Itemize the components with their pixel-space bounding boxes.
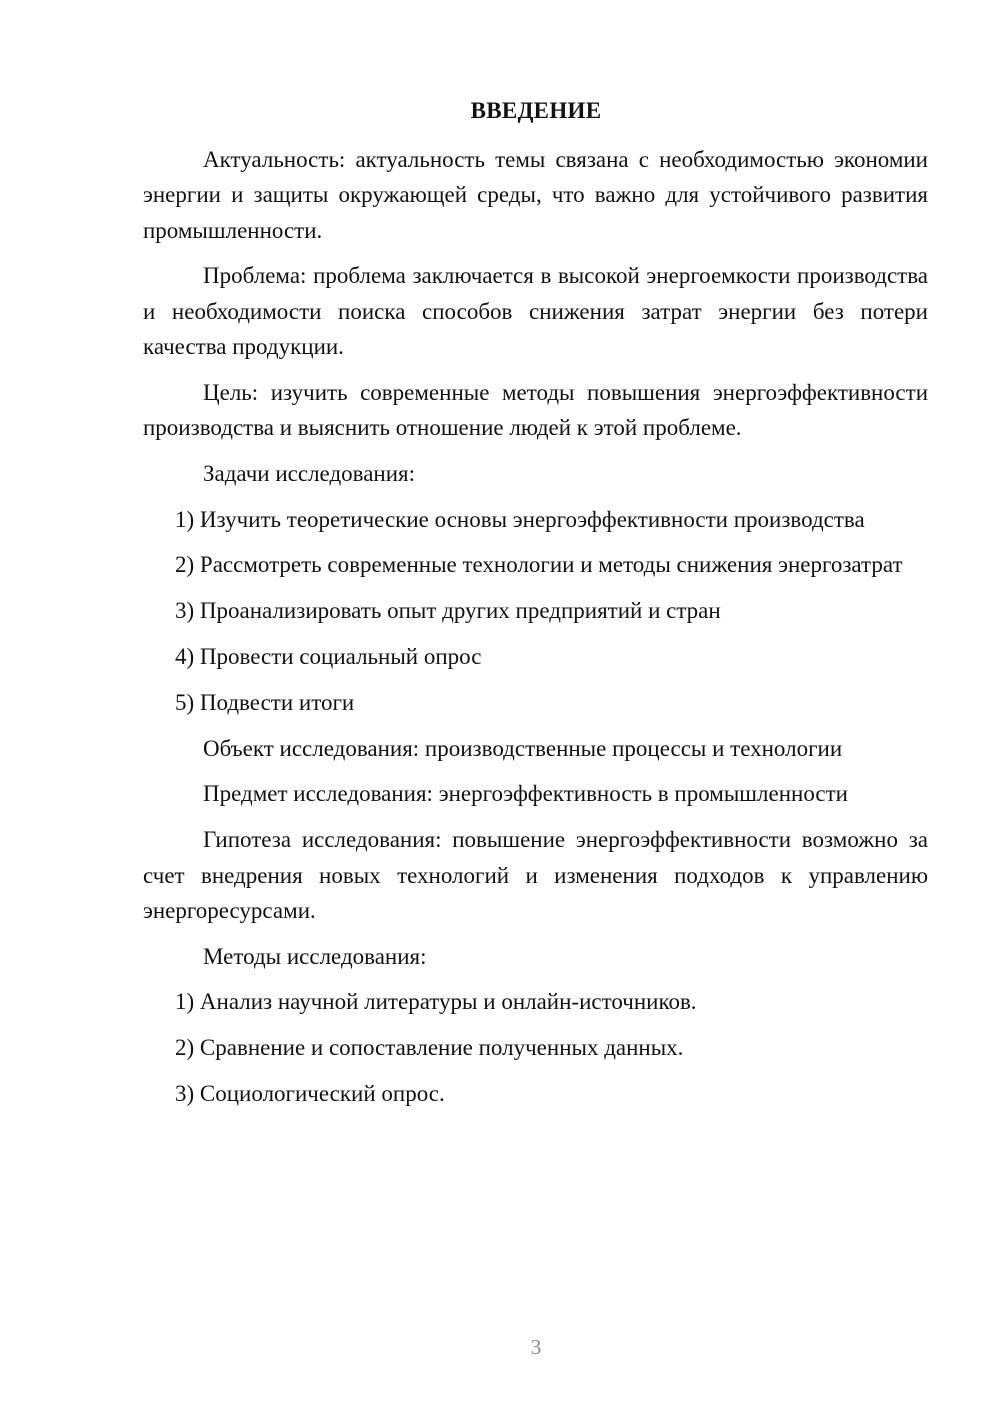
list-item-method-3: 3) Социологический опрос. <box>175 1081 445 1107</box>
page-number: 3 <box>530 1335 542 1359</box>
paragraph-relevance: Актуальность: актуальность темы связана с необходимостью экономии энергии и защиты окружающей среды, что важно для устойчивого развития промышленности. <box>143 147 928 243</box>
paragraph-tasks-heading: Задачи исследования: <box>203 460 416 486</box>
list-item-task-5: 5) Подвести итоги <box>175 689 355 715</box>
list-item-task-4: 4) Провести социальный опрос <box>175 644 482 670</box>
list-item-method-1: 1) Анализ научной литературы и онлайн-источников. <box>175 989 697 1015</box>
body-text <box>143 142 928 1122</box>
list-item-task-2: 2) Рассмотреть современные технологии и методы снижения энергозатрат <box>175 552 903 578</box>
paragraph-subject: Предмет исследования: энергоэффективность в промышленности <box>203 781 848 807</box>
list-item-task-3: 3) Проанализировать опыт других предприятий и стран <box>175 598 721 624</box>
paragraph-hypothesis: Гипотеза исследования: повышение энергоэффективности возможно за счет внедрения новых технологий и изменения подходов к управлению энергоресурсами. <box>143 827 928 923</box>
paragraph-object: Объект исследования: производственные процессы и технологии <box>203 735 843 761</box>
page-heading: ВВЕДЕНИЕ <box>470 98 602 123</box>
paragraph-problem: Проблема: проблема заключается в высокой энергоемкости производства и необходимости поиска способов снижения затрат энергии без потери качества продукции. <box>143 263 928 359</box>
paragraph-methods-heading: Методы исследования: <box>203 943 427 969</box>
paragraph-goal: Цель: изучить современные методы повышения энергоэффективности производства и выяснить отношение людей к этой проблеме. <box>143 379 928 441</box>
list-item-method-2: 2) Сравнение и сопоставление полученных данных. <box>175 1035 684 1061</box>
list-item-task-1: 1) Изучить теоретические основы энергоэффективности производства <box>175 506 865 532</box>
